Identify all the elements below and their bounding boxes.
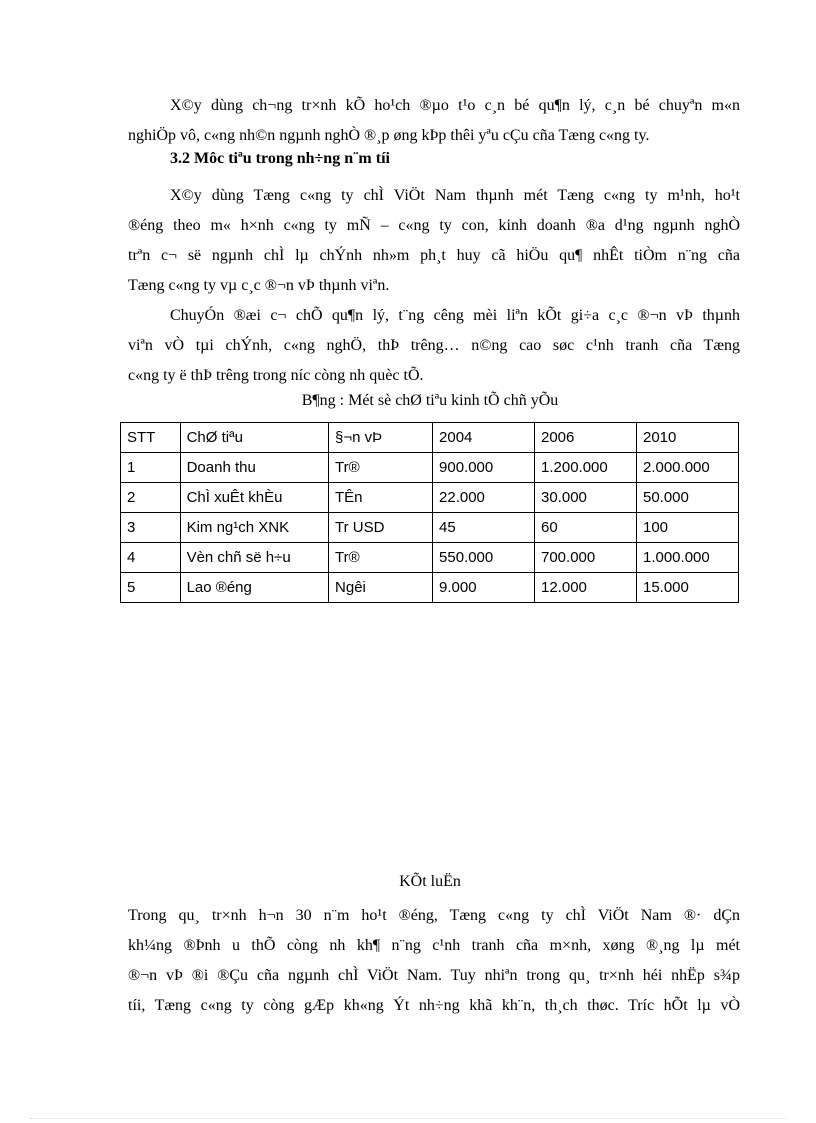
table-cell: 1.200.000	[535, 453, 637, 483]
table-cell: Kim ng¹ch XNK	[180, 513, 328, 543]
table-cell: 5	[121, 573, 181, 603]
table-cell: 900.000	[433, 453, 535, 483]
header-cell: ChØ tiªu	[180, 423, 328, 453]
table-row	[121, 543, 739, 573]
table-cell: Vèn chñ së h÷u	[180, 543, 328, 573]
paragraph-line: X©y dùng Tæng c«ng ty chÌ ViÖt Nam thµnh mét Tæng c«ng ty m¹nh, ho¹t	[170, 187, 740, 204]
table-cell: 1.000.000	[636, 543, 738, 573]
table-cell: 700.000	[535, 543, 637, 573]
page-bottom-border	[30, 1118, 786, 1119]
table-cell: ChÌ xuÊt khÈu	[180, 483, 328, 513]
table-cell: 30.000	[535, 483, 637, 513]
table-cell: Ngêi	[329, 573, 433, 603]
paragraph-line: ChuyÓn ®æi c¬ chÕ qu¶n lý, t¨ng cêng mèi liªn kÕt gi÷a c¸c ®¬n vÞ thµnh	[170, 307, 740, 324]
table-row	[121, 573, 739, 603]
paragraph-conclusion	[128, 901, 740, 1021]
header-cell: 2004	[433, 423, 535, 453]
table-row	[121, 453, 739, 483]
paragraph-line: X©y dùng ch¬ng tr×nh kÕ ho¹ch ®µo t¹o c¸n bé qu¶n lý, c¸n bé chuyªn m«n	[170, 97, 740, 114]
table-cell: Doanh thu	[180, 453, 328, 483]
paragraph-line: viªn vÒ tµi chÝnh, c«ng nghÖ, thÞ trêng… n©ng cao søc c¹nh tranh cña Tæng	[128, 337, 740, 354]
table-cell: 2.000.000	[636, 453, 738, 483]
table-cell: 550.000	[433, 543, 535, 573]
table-cell: Tr®	[329, 543, 433, 573]
paragraph-line: trªn c¬ së ngµnh chÌ lµ chÝnh nh»m ph¸t huy cã hiÖu qu¶ nhÊt tiÒm n¨ng cña	[128, 247, 740, 264]
table-cell: 3	[121, 513, 181, 543]
paragraph-line: Trong qu¸ tr×nh h¬n 30 n¨m ho¹t ®éng, Tæng c«ng ty chÌ ViÖt Nam ®· dÇn	[128, 907, 740, 924]
paragraph-line: ®éng theo m« h×nh c«ng ty mÑ – c«ng ty con, kinh doanh ®a d¹ng ngµnh nghÒ	[128, 217, 740, 234]
header-cell: §¬n vÞ	[329, 423, 433, 453]
table-cell: 50.000	[636, 483, 738, 513]
indicators-table	[120, 422, 739, 603]
paragraph-line: kh¼ng ®Þnh u thÕ còng nh kh¶ n¨ng c¹nh tranh cña m×nh, xøng ®¸ng lµ mét	[128, 937, 740, 954]
table-cell: 22.000	[433, 483, 535, 513]
paragraph-line: Tæng c«ng ty vµ c¸c ®¬n vÞ thµnh viªn.	[128, 277, 390, 294]
section-heading: 3.2 Môc tiªu trong nh÷ng n¨m tíi	[170, 150, 390, 167]
table-caption: B¶ng : Mét sè chØ tiªu kinh tÕ chñ yÕu	[301, 392, 559, 409]
paragraph-goals	[128, 181, 740, 301]
table-row	[121, 513, 739, 543]
header-cell: 2010	[636, 423, 738, 453]
paragraph-management	[128, 301, 740, 391]
table-row	[121, 483, 739, 513]
table-cell: TÊn	[329, 483, 433, 513]
table-cell: 60	[535, 513, 637, 543]
table-cell: Lao ®éng	[180, 573, 328, 603]
header-cell: STT	[121, 423, 181, 453]
table-cell: Tr®	[329, 453, 433, 483]
paragraph-line: nghiÖp vô, c«ng nh©n ngµnh nghÒ ®¸p øng kÞp thêi yªu cÇu cña Tæng c«ng ty.	[128, 127, 650, 144]
paragraph-line: tíi, Tæng c«ng ty còng gÆp kh«ng Ýt nh÷ng khã kh¨n, th¸ch thøc. Tríc hÕt lµ vÒ	[128, 997, 740, 1014]
header-cell: 2006	[535, 423, 637, 453]
table-cell: 2	[121, 483, 181, 513]
table-cell: 12.000	[535, 573, 637, 603]
table-cell: 1	[121, 453, 181, 483]
table-cell: Tr USD	[329, 513, 433, 543]
paragraph-line: c«ng ty ë thÞ trêng trong níc còng nh quèc tÕ.	[128, 367, 424, 384]
table-cell: 4	[121, 543, 181, 573]
table-cell: 15.000	[636, 573, 738, 603]
table-cell: 9.000	[433, 573, 535, 603]
table-cell: 100	[636, 513, 738, 543]
paragraph-training-plan	[128, 91, 740, 151]
table-cell: 45	[433, 513, 535, 543]
table-header-row	[121, 423, 739, 453]
conclusion-heading: KÕt luËn	[399, 873, 461, 890]
paragraph-line: ®¬n vÞ ®i ®Çu cña ngµnh chÌ ViÖt Nam. Tuy nhiªn trong qu¸ tr×nh héi nhËp s¾p	[128, 967, 740, 984]
